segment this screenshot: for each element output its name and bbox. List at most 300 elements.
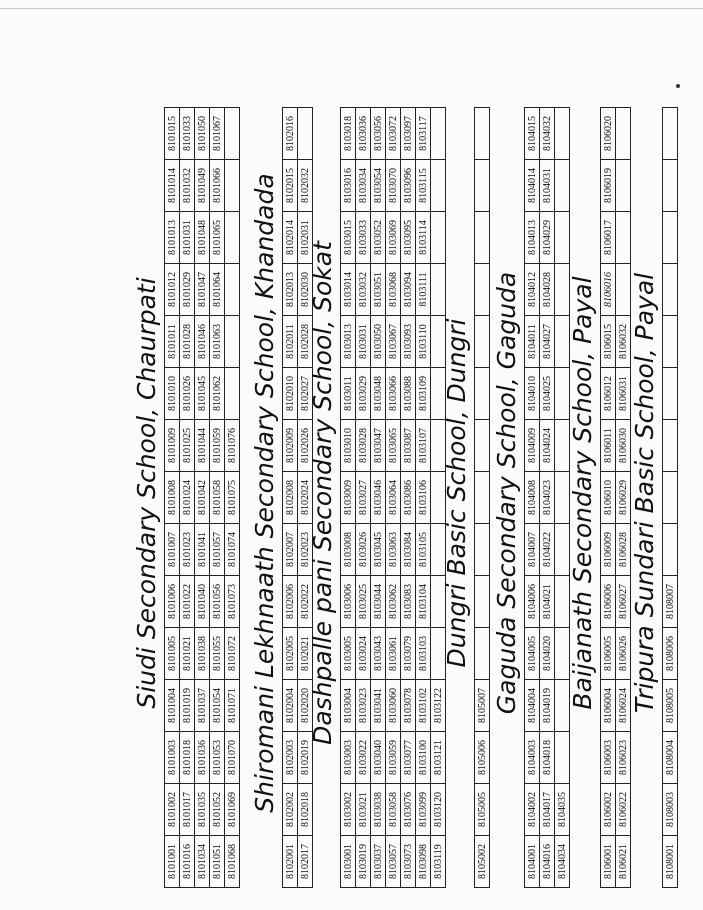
roll-number-cell: 8102002 xyxy=(283,784,298,836)
roll-number-cell xyxy=(663,524,678,576)
roll-number-cell: 8103073 xyxy=(401,836,416,888)
roll-number-cell: 8103084 xyxy=(401,524,416,576)
roll-number-cell: 8101071 xyxy=(225,680,240,732)
roll-number-cell xyxy=(225,108,240,160)
roll-number-cell: 8103068 xyxy=(386,264,401,316)
school-title: Tripura Sundari Basic School, Payal xyxy=(630,272,659,714)
roll-number-cell: 8103107 xyxy=(416,420,431,472)
roll-number-cell: 8103006 xyxy=(341,576,356,628)
roll-number-cell: 8103097 xyxy=(401,108,416,160)
roll-number-cell: 8103062 xyxy=(386,576,401,628)
roll-number-cell: 8102017 xyxy=(298,836,313,888)
roll-number-cell xyxy=(475,264,490,316)
school-title: Dungri Basic School, Dungri xyxy=(442,318,471,668)
roll-number-cell xyxy=(663,212,678,264)
roll-number-cell xyxy=(475,472,490,524)
roll-number-cell: 8103058 xyxy=(386,784,401,836)
roll-number-cell: 8102009 xyxy=(283,420,298,472)
roll-number-cell: 8103014 xyxy=(341,264,356,316)
roll-number-cell xyxy=(475,420,490,472)
roll-number-cell: 8101062 xyxy=(210,368,225,420)
table-row xyxy=(341,108,356,888)
roll-number-cell: 8104010 xyxy=(525,368,540,420)
roll-number-cell: 8103034 xyxy=(356,160,371,212)
roll-number-cell: 8106026 xyxy=(616,628,631,680)
roll-number-cell: 8106017 xyxy=(601,212,616,264)
table-row xyxy=(475,108,490,888)
roll-number-cell: 8101025 xyxy=(180,420,195,472)
roll-number-cell: 8101042 xyxy=(195,472,210,524)
roll-number-cell: 8103033 xyxy=(356,212,371,264)
roll-number-cell: 8101064 xyxy=(210,264,225,316)
roll-number-cell: 8106022 xyxy=(616,784,631,836)
roll-number-cell: 8101070 xyxy=(225,732,240,784)
table-row xyxy=(225,108,240,888)
roll-number-cell: 8103072 xyxy=(386,108,401,160)
roll-number-cell xyxy=(616,160,631,212)
roll-number-cell: 8103078 xyxy=(401,680,416,732)
roll-number-cell xyxy=(225,368,240,420)
table-row xyxy=(540,108,555,888)
roll-number-cell: 8106032 xyxy=(616,316,631,368)
roll-number-cell: 8103105 xyxy=(416,524,431,576)
roll-number-cell: 8101036 xyxy=(195,732,210,784)
roll-number-cell: 8106023 xyxy=(616,732,631,784)
roll-number-table xyxy=(524,107,570,888)
roll-number-cell: 8103032 xyxy=(356,264,371,316)
roll-number-cell: 8101007 xyxy=(165,524,180,576)
roll-number-cell: 8103067 xyxy=(386,316,401,368)
roll-number-cell xyxy=(663,108,678,160)
roll-number-cell: 8103040 xyxy=(371,732,386,784)
roll-number-cell: 8103121 xyxy=(431,732,446,784)
roll-number-cell: 8103005 xyxy=(341,628,356,680)
roll-number-cell: 8104012 xyxy=(525,264,540,316)
roll-number-cell: 8102003 xyxy=(283,732,298,784)
roll-number-cell xyxy=(663,420,678,472)
roll-number-cell: 8103023 xyxy=(356,680,371,732)
roll-number-table xyxy=(474,107,490,888)
roll-number-cell: 8108006 xyxy=(663,628,678,680)
roll-number-cell: 8108001 xyxy=(663,836,678,888)
roll-number-cell: 8102022 xyxy=(298,576,313,628)
roll-number-table xyxy=(600,107,631,888)
roll-number-cell: 8101015 xyxy=(165,108,180,160)
roll-number-cell: 8103098 xyxy=(416,836,431,888)
table-row xyxy=(601,108,616,888)
roll-number-cell: 8103045 xyxy=(371,524,386,576)
roll-number-cell xyxy=(225,264,240,316)
roll-number-cell: 8101008 xyxy=(165,472,180,524)
roll-number-cell: 8103041 xyxy=(371,680,386,732)
table-row xyxy=(165,108,180,888)
roll-number-cell: 8101075 xyxy=(225,472,240,524)
roll-number-cell: 8101035 xyxy=(195,784,210,836)
roll-number-cell: 8103028 xyxy=(356,420,371,472)
table-row xyxy=(663,108,678,888)
roll-number-cell: 8103088 xyxy=(401,368,416,420)
roll-number-cell: 8101010 xyxy=(165,368,180,420)
roll-number-cell xyxy=(616,108,631,160)
roll-number-cell: 8108003 xyxy=(663,784,678,836)
roll-number-cell xyxy=(475,160,490,212)
roll-number-cell: 8105002 xyxy=(475,836,490,888)
school-title: Dashpalle pani Secondary School, Sokat xyxy=(308,241,337,745)
roll-number-cell: 8103114 xyxy=(416,212,431,264)
roll-number-cell: 8103064 xyxy=(386,472,401,524)
roll-number-cell: 8104032 xyxy=(540,108,555,160)
roll-number-cell: 8101059 xyxy=(210,420,225,472)
roll-number-cell: 8101003 xyxy=(165,732,180,784)
roll-number-cell: 8101006 xyxy=(165,576,180,628)
roll-number-cell: 8106031 xyxy=(616,368,631,420)
roll-number-cell: 8106021 xyxy=(616,836,631,888)
roll-number-cell: 8104023 xyxy=(540,472,555,524)
table-row xyxy=(356,108,371,888)
roll-number-cell: 8106001 xyxy=(601,836,616,888)
roll-number-cell: 8103029 xyxy=(356,368,371,420)
roll-number-cell: 8101049 xyxy=(195,160,210,212)
roll-number-cell: 8101076 xyxy=(225,420,240,472)
roll-number-cell: 8106027 xyxy=(616,576,631,628)
roll-number-cell: 8101001 xyxy=(165,836,180,888)
roll-number-cell: 8103063 xyxy=(386,524,401,576)
roll-number-cell: 8102001 xyxy=(283,836,298,888)
roll-number-cell: 8102013 xyxy=(283,264,298,316)
table-row xyxy=(180,108,195,888)
roll-number-cell: 8101021 xyxy=(180,628,195,680)
roll-number-cell: 8102030 xyxy=(298,264,313,316)
roll-number-cell: 8103099 xyxy=(416,784,431,836)
roll-number-cell: 8104035 xyxy=(555,784,570,836)
roll-number-cell: 8103087 xyxy=(401,420,416,472)
roll-number-cell: 8101057 xyxy=(210,524,225,576)
roll-number-cell: 8104014 xyxy=(525,160,540,212)
table-row xyxy=(616,108,631,888)
roll-number-cell: 8101054 xyxy=(210,680,225,732)
roll-number-cell: 8103016 xyxy=(341,160,356,212)
roll-number-cell: 8101048 xyxy=(195,212,210,264)
roll-number-cell: 8101023 xyxy=(180,524,195,576)
roll-number-cell: 8103060 xyxy=(386,680,401,732)
roll-number-cell: 8106020 xyxy=(601,108,616,160)
roll-number-cell xyxy=(475,108,490,160)
roll-number-cell: 8104020 xyxy=(540,628,555,680)
roll-number-cell: 8103004 xyxy=(341,680,356,732)
roll-number-cell: 8103022 xyxy=(356,732,371,784)
roll-number-cell: 8101016 xyxy=(180,836,195,888)
roll-number-cell: 8101012 xyxy=(165,264,180,316)
roll-number-cell: 8103015 xyxy=(341,212,356,264)
roll-number-cell: 8102031 xyxy=(298,212,313,264)
roll-number-cell: 8103038 xyxy=(371,784,386,836)
roll-number-cell: 8104034 xyxy=(555,836,570,888)
roll-number-cell: 8102015 xyxy=(283,160,298,212)
roll-number-cell: 8103047 xyxy=(371,420,386,472)
roll-number-cell: 8101074 xyxy=(225,524,240,576)
roll-number-cell: 8104019 xyxy=(540,680,555,732)
roll-number-cell xyxy=(663,160,678,212)
roll-number-cell: 8101022 xyxy=(180,576,195,628)
roll-number-cell: 8101034 xyxy=(195,836,210,888)
roll-number-cell: 8102026 xyxy=(298,420,313,472)
roll-number-cell: 8104031 xyxy=(540,160,555,212)
roll-number-cell xyxy=(475,316,490,368)
roll-number-cell: 8104021 xyxy=(540,576,555,628)
roll-number-cell: 8104018 xyxy=(540,732,555,784)
roll-number-cell: 8104017 xyxy=(540,784,555,836)
roll-number-cell: 8103106 xyxy=(416,472,431,524)
roll-number-cell: 8101031 xyxy=(180,212,195,264)
roll-number-cell: 8101069 xyxy=(225,784,240,836)
roll-number-cell: 8103076 xyxy=(401,784,416,836)
roll-number-cell: 8101044 xyxy=(195,420,210,472)
roll-number-cell: 8101056 xyxy=(210,576,225,628)
roll-number-cell: 8106011 xyxy=(601,420,616,472)
roll-number-cell: 8103046 xyxy=(371,472,386,524)
roll-number-cell: 8103019 xyxy=(356,836,371,888)
roll-number-cell: 8104009 xyxy=(525,420,540,472)
scan-speck xyxy=(676,84,680,88)
scan-edge-line xyxy=(0,8,703,9)
roll-number-cell: 8104029 xyxy=(540,212,555,264)
roll-number-cell: 8103003 xyxy=(341,732,356,784)
roll-number-cell: 8101011 xyxy=(165,316,180,368)
roll-number-cell: 8101055 xyxy=(210,628,225,680)
roll-number-cell: 8101014 xyxy=(165,160,180,212)
roll-number-cell: 8101005 xyxy=(165,628,180,680)
roll-number-cell: 8104013 xyxy=(525,212,540,264)
roll-number-cell: 8103026 xyxy=(356,524,371,576)
roll-number-cell xyxy=(225,212,240,264)
roll-number-cell: 8101038 xyxy=(195,628,210,680)
roll-number-cell: 8101067 xyxy=(210,108,225,160)
roll-number-cell: 8104002 xyxy=(525,784,540,836)
table-row xyxy=(401,108,416,888)
roll-number-cell: 8102016 xyxy=(283,108,298,160)
roll-number-table xyxy=(164,107,240,888)
roll-number-cell: 8103094 xyxy=(401,264,416,316)
table-row xyxy=(416,108,431,888)
roll-number-cell: 8104015 xyxy=(525,108,540,160)
roll-number-cell: 8104008 xyxy=(525,472,540,524)
roll-number-cell: 8101041 xyxy=(195,524,210,576)
roll-number-cell: 8105006 xyxy=(475,732,490,784)
roll-number-cell: 8103086 xyxy=(401,472,416,524)
roll-number-cell: 8103111 xyxy=(416,264,431,316)
roll-number-cell: 8103120 xyxy=(431,784,446,836)
roll-number-cell: 8102021 xyxy=(298,628,313,680)
roll-number-cell: 8101045 xyxy=(195,368,210,420)
roll-number-cell: 8103122 xyxy=(431,680,446,732)
roll-number-cell: 8103057 xyxy=(386,836,401,888)
roll-number-cell: 8103043 xyxy=(371,628,386,680)
table-row xyxy=(283,108,298,888)
roll-number-cell: 8103050 xyxy=(371,316,386,368)
roll-number-cell xyxy=(616,212,631,264)
roll-number-cell: 8104027 xyxy=(540,316,555,368)
roll-number-cell: 8106028 xyxy=(616,524,631,576)
table-row xyxy=(386,108,401,888)
roll-number-cell: 8105007 xyxy=(475,680,490,732)
roll-number-cell: 8101053 xyxy=(210,732,225,784)
table-row xyxy=(210,108,225,888)
roll-number-cell: 8106019 xyxy=(601,160,616,212)
roll-number-cell: 8104006 xyxy=(525,576,540,628)
roll-number-cell: 8106005 xyxy=(601,628,616,680)
roll-number-cell: 8101046 xyxy=(195,316,210,368)
roll-number-cell: 8102014 xyxy=(283,212,298,264)
roll-number-cell: 8101009 xyxy=(165,420,180,472)
roll-number-cell: 8103052 xyxy=(371,212,386,264)
roll-number-cell: 8101051 xyxy=(210,836,225,888)
roll-number-cell: 8102032 xyxy=(298,160,313,212)
roll-number-cell: 8103056 xyxy=(371,108,386,160)
roll-number-cell: 8106002 xyxy=(601,784,616,836)
roll-number-cell: 8103044 xyxy=(371,576,386,628)
roll-number-cell: 8102018 xyxy=(298,784,313,836)
roll-number-cell: 8103102 xyxy=(416,680,431,732)
roll-number-cell: 8101024 xyxy=(180,472,195,524)
roll-number-cell: 8103110 xyxy=(416,316,431,368)
roll-number-cell: 8101037 xyxy=(195,680,210,732)
roll-number-cell: 8102010 xyxy=(283,368,298,420)
roll-number-cell: 8102006 xyxy=(283,576,298,628)
roll-number-cell: 8103010 xyxy=(341,420,356,472)
roll-number-cell: 8106029 xyxy=(616,472,631,524)
roll-number-cell: 8104028 xyxy=(540,264,555,316)
roll-number-cell: 8102007 xyxy=(283,524,298,576)
roll-number-cell: 8104001 xyxy=(525,836,540,888)
roll-number-cell: 8101019 xyxy=(180,680,195,732)
roll-number-cell: 8103048 xyxy=(371,368,386,420)
roll-number-cell: 8101028 xyxy=(180,316,195,368)
table-row xyxy=(371,108,386,888)
roll-number-cell: 8105005 xyxy=(475,784,490,836)
roll-number-cell: 8101073 xyxy=(225,576,240,628)
roll-number-cell: 8101026 xyxy=(180,368,195,420)
roll-number-cell: 8103083 xyxy=(401,576,416,628)
roll-number-cell: 8103036 xyxy=(356,108,371,160)
roll-number-cell: 8101002 xyxy=(165,784,180,836)
roll-number-cell xyxy=(225,316,240,368)
roll-number-cell: 8103119 xyxy=(431,836,446,888)
roll-number-cell: 8103054 xyxy=(371,160,386,212)
school-title: Gaguda Secondary School, Gaguda xyxy=(492,271,521,715)
roll-number-cell: 8104024 xyxy=(540,420,555,472)
roll-number-cell: 8102005 xyxy=(283,628,298,680)
roll-number-cell: 8103037 xyxy=(371,836,386,888)
roll-number-cell: 8106009 xyxy=(601,524,616,576)
roll-number-cell: 8101029 xyxy=(180,264,195,316)
roll-number-cell: 8103031 xyxy=(356,316,371,368)
roll-number-table xyxy=(662,107,678,888)
roll-number-cell: 8101004 xyxy=(165,680,180,732)
roll-number-cell: 8102011 xyxy=(283,316,298,368)
roll-number-cell: 8101013 xyxy=(165,212,180,264)
roll-number-cell: 8103096 xyxy=(401,160,416,212)
school-title: Shiromani Lekhnaath Secondary School, Khandada xyxy=(250,173,279,813)
roll-number-cell xyxy=(475,628,490,680)
roll-number-cell: 8106015 xyxy=(601,316,616,368)
roll-number-cell: 8106003 xyxy=(601,732,616,784)
roll-number-cell xyxy=(663,316,678,368)
roll-number-cell: 8102028 xyxy=(298,316,313,368)
roll-number-cell: 8104011 xyxy=(525,316,540,368)
roll-number-cell: 8104004 xyxy=(525,680,540,732)
roll-number-cell xyxy=(475,524,490,576)
roll-number-cell xyxy=(475,576,490,628)
roll-number-cell: 8101065 xyxy=(210,212,225,264)
roll-number-cell: 8108004 xyxy=(663,732,678,784)
rotated-roll-number-sheet xyxy=(132,98,680,888)
roll-number-cell: 8103008 xyxy=(341,524,356,576)
roll-number-cell: 8102019 xyxy=(298,732,313,784)
roll-number-cell: 8103025 xyxy=(356,576,371,628)
roll-number-cell xyxy=(663,264,678,316)
roll-number-cell: 8103018 xyxy=(341,108,356,160)
roll-number-cell: 8103011 xyxy=(341,368,356,420)
roll-number-cell: 8106010 xyxy=(601,472,616,524)
table-row xyxy=(525,108,540,888)
roll-number-cell xyxy=(663,472,678,524)
roll-number-cell: 8103100 xyxy=(416,732,431,784)
roll-number-cell: 8101050 xyxy=(195,108,210,160)
roll-number-cell xyxy=(475,212,490,264)
roll-number-cell: 8103002 xyxy=(341,784,356,836)
roll-number-cell: 8101032 xyxy=(180,160,195,212)
roll-number-cell: 8101033 xyxy=(180,108,195,160)
roll-number-cell: 8101063 xyxy=(210,316,225,368)
roll-number-cell: 8102023 xyxy=(298,524,313,576)
roll-number-cell: 8103051 xyxy=(371,264,386,316)
roll-number-cell: 8103104 xyxy=(416,576,431,628)
roll-number-cell: 8106012 xyxy=(601,368,616,420)
roll-number-cell: 8103079 xyxy=(401,628,416,680)
roll-number-cell: 8106016 xyxy=(601,264,616,316)
roll-number-cell xyxy=(225,160,240,212)
roll-number-cell: 8104007 xyxy=(525,524,540,576)
roll-number-cell: 8104005 xyxy=(525,628,540,680)
roll-number-cell: 8103103 xyxy=(416,628,431,680)
table-row xyxy=(195,108,210,888)
roll-number-cell: 8106004 xyxy=(601,680,616,732)
roll-number-cell: 8101072 xyxy=(225,628,240,680)
roll-number-cell: 8103009 xyxy=(341,472,356,524)
roll-number-cell: 8103093 xyxy=(401,316,416,368)
roll-number-cell: 8101058 xyxy=(210,472,225,524)
roll-number-cell: 8103069 xyxy=(386,212,401,264)
roll-number-cell: 8103001 xyxy=(341,836,356,888)
roll-number-cell: 8101040 xyxy=(195,576,210,628)
roll-number-table xyxy=(340,107,446,888)
roll-number-cell xyxy=(616,264,631,316)
roll-number-cell: 8104022 xyxy=(540,524,555,576)
roll-number-cell: 8103059 xyxy=(386,732,401,784)
roll-number-cell: 8103065 xyxy=(386,420,401,472)
roll-number-cell: 8102027 xyxy=(298,368,313,420)
roll-number-cell: 8103066 xyxy=(386,368,401,420)
roll-number-cell: 8101068 xyxy=(225,836,240,888)
roll-number-cell: 8104003 xyxy=(525,732,540,784)
roll-number-cell: 8106030 xyxy=(616,420,631,472)
roll-number-cell: 8103013 xyxy=(341,316,356,368)
school-title: Siudi Secondary School, Chaurpati xyxy=(132,277,161,709)
roll-number-cell: 8102020 xyxy=(298,680,313,732)
roll-number-cell: 8103070 xyxy=(386,160,401,212)
roll-number-cell xyxy=(663,368,678,420)
roll-number-cell: 8103061 xyxy=(386,628,401,680)
